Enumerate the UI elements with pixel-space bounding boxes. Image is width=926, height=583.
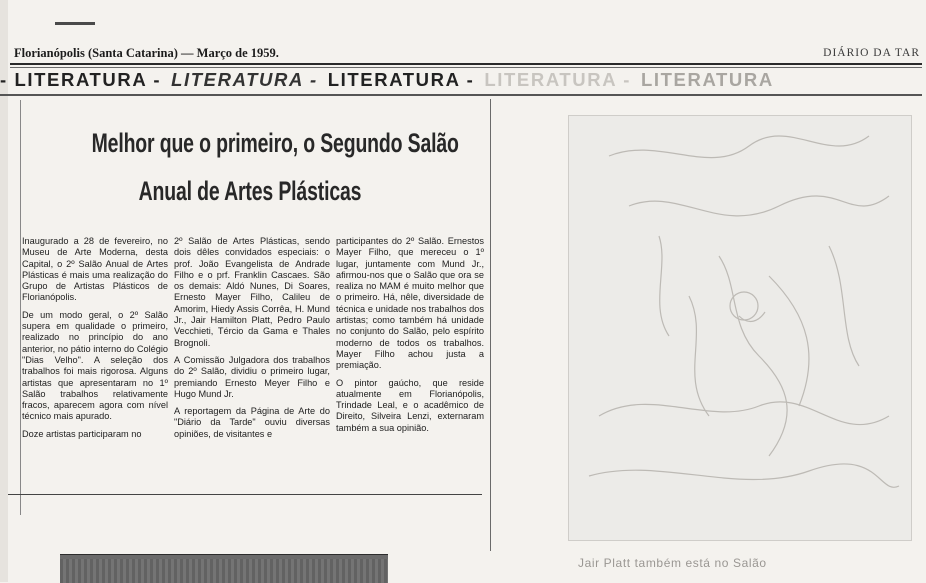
banner-word: LITERATURA - <box>327 69 475 90</box>
column-divider <box>490 99 491 551</box>
banner-word: - LITERATURA - <box>0 69 162 90</box>
article-headline <box>91 119 459 215</box>
banner-word: LITERATURA - <box>484 69 631 90</box>
masthead <box>14 44 920 64</box>
paragraph: De um modo geral, o 2º Salão supera em qualidade o primeiro, realizado no princípio do ano anterior, no pátio interno do Colégio "Dias Velho". A seleção dos trabalhos foi mais rigorosa. Alguns artistas que apresentaram no 1º Salão trabalhos relativamente fracos, aparecem agora com nível técnico mais apurado. <box>22 309 168 422</box>
banner-word: LITERATURA <box>641 69 774 90</box>
article-body <box>22 236 484 450</box>
article-end-rule <box>8 494 482 495</box>
article-column-1 <box>22 236 168 446</box>
paragraph: 2º Salão de Artes Plásticas, sendo dois dêles convidados especiais: o prof. João Evangelista de Andrade Filho e o prf. Franklin Cascaes. São os demais: Aldó Nunes, Di Soares, Ernesto Mayer Filho, Calileu de Amorim, Hiedy Assis Corrêa, H. Mund Jr., Jair Hamilton Platt, Pedro Paulo Vecchieti, Tércio da Gama e Thales Brognoli. <box>174 236 330 348</box>
paragraph: A Comissão Julgadora dos trabalhos do 2º Salão, dividiu o primeiro lugar, premiando Ernesto Meyer Filho e Hugo Mund Jr. <box>174 354 330 399</box>
margin-rule <box>20 100 21 515</box>
banner-word: LITERATURA - <box>171 69 318 90</box>
article-column-2 <box>174 236 330 446</box>
print-mark <box>55 22 95 25</box>
paragraph: A reportagem da Página de Arte do "Diário da Tarde" ouviu diversas opiniões, de visitantes e <box>174 406 330 439</box>
masthead-place-date: Florianópolis (Santa Catarina) — Março de 1959. <box>14 46 279 60</box>
paragraph: Doze artistas participaram no <box>22 428 142 439</box>
paragraph: Inaugurado a 28 de fevereiro, no Museu de Arte Moderna, desta Capital, o 2º Salão Anual de Artes Plásticas é mais uma realização do Grupo de Artistas Plásticos de Florianópolis. <box>22 236 168 303</box>
faint-drawing-illustration <box>569 116 911 540</box>
artwork-image <box>568 115 912 541</box>
paragraph: O pintor gaúcho, que reside atualmente em Florianópolis, Trindade Leal, e o acadêmico de Direito, Silveira Lenzi, externaram também a sua opinião. <box>336 377 484 433</box>
masthead-paper-name: DIÁRIO DA TAR <box>823 47 920 59</box>
headline-line-1: Melhor que o primeiro, o Segundo Salão <box>91 128 459 158</box>
headline-line-2: Anual de Artes Plásticas <box>138 176 362 206</box>
masthead-rule <box>10 63 922 65</box>
photo-caption: Jair Platt também está no Salão <box>578 556 767 570</box>
article-column-3 <box>336 236 484 440</box>
paragraph: participantes do 2º Salão. Ernestos Mayer Filho, que mereceu o 1º lugar, juntamente com Mund Jr., afirmou-nos que o Salão que ora se realiza no MAM é muito melhor que o primeiro. Há, nêle, diversidade de técnica e unidade nos trabalhos dos artistas; como também há unidade no conjunto do Salão, pelo espírito moderno de todos os trabalhos. Mayer Filho achou justa a premiação. <box>336 236 484 371</box>
next-article-photo <box>60 554 388 583</box>
section-banner <box>0 68 926 92</box>
banner-rule <box>0 94 922 96</box>
